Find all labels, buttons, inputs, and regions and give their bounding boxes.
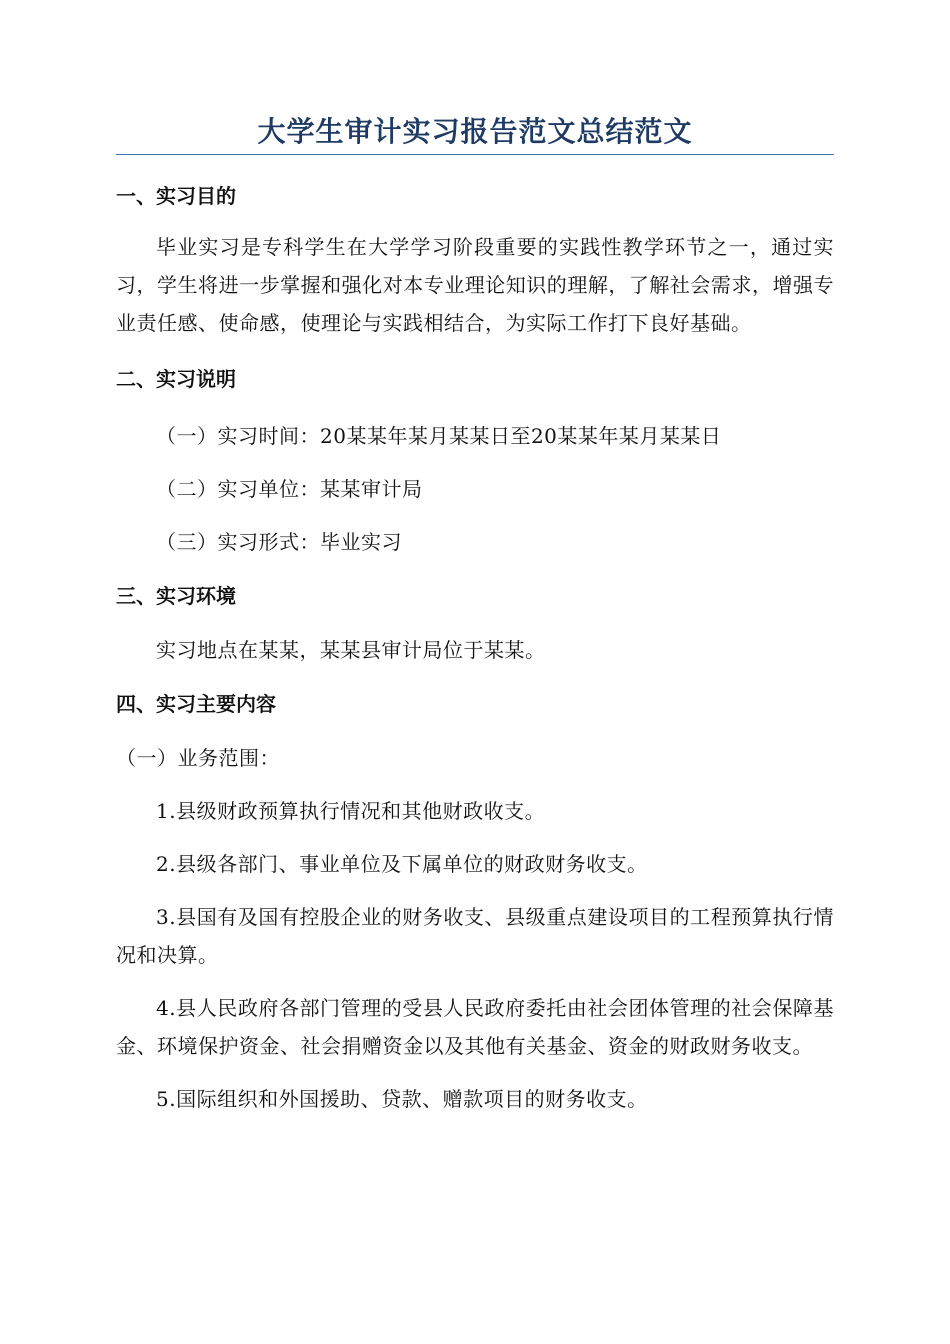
paragraph-internship-time: （一）实习时间：20某某年某月某某日至20某某年某月某某日	[156, 424, 722, 448]
paragraph-internship-unit: （二）实习单位：某某审计局	[156, 477, 423, 501]
list-item-scope-4: 4.县人民政府各部门管理的受县人民政府委托由社会团体管理的社会保障基金、环境保护资金、社会捐赠资金以及其他有关基金、资金的财政财务收支。	[116, 996, 834, 1058]
section-heading-description: 二、实习说明	[116, 367, 236, 391]
section-heading-purpose: 一、实习目的	[116, 184, 236, 208]
list-item-scope-5: 5.国际组织和外国援助、贷款、赠款项目的财务收支。	[156, 1087, 648, 1111]
section-heading-environment: 三、实习环境	[116, 584, 236, 608]
list-item-scope-3: 3.县国有及国有控股企业的财务收支、县级重点建设项目的工程预算执行情况和决算。	[116, 905, 834, 967]
paragraph-internship-form: （三）实习形式：毕业实习	[156, 530, 402, 554]
paragraph-environment: 实习地点在某某，某某县审计局位于某某。	[156, 638, 546, 662]
list-item-scope-2: 2.县级各部门、事业单位及下属单位的财政财务收支。	[156, 852, 648, 876]
subheading-business-scope: （一）业务范围：	[116, 746, 280, 770]
section-heading-main-content: 四、实习主要内容	[116, 692, 276, 716]
list-item-scope-1: 1.县级财政预算执行情况和其他财政收支。	[156, 799, 546, 823]
document-title: 大学生审计实习报告范文总结范文	[116, 112, 834, 155]
document-page	[116, 112, 834, 1118]
paragraph-purpose: 毕业实习是专科学生在大学学习阶段重要的实践性教学环节之一，通过实习，学生将进一步掌握和强化对本专业理论知识的理解，了解社会需求，增强专业责任感、使命感，使理论与实践相结合，为实际工作打下良好基础。	[116, 235, 834, 335]
